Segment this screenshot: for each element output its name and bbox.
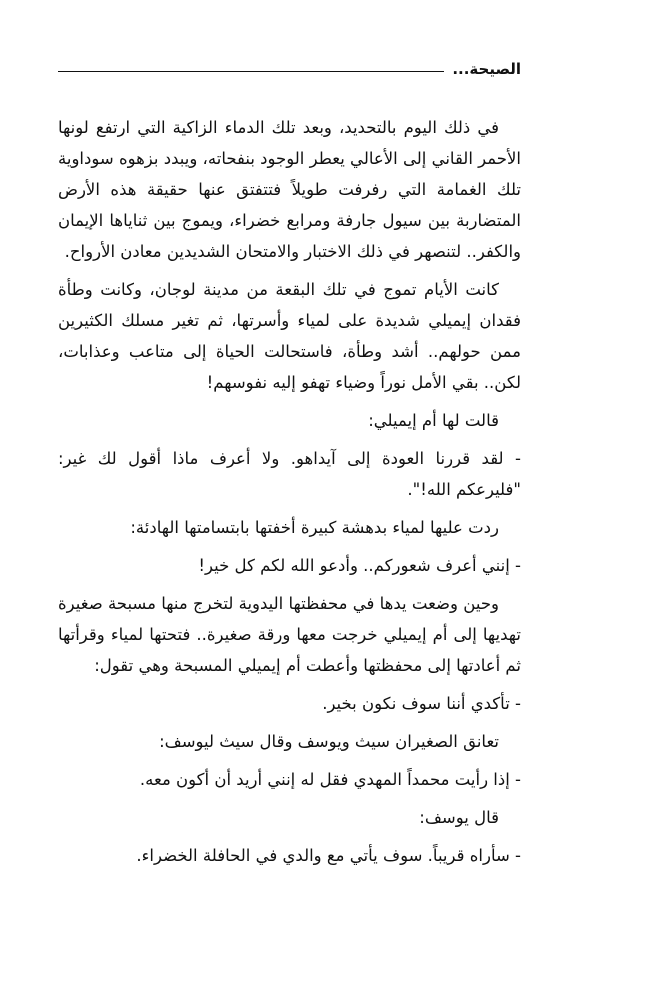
header-rule bbox=[58, 71, 444, 72]
paragraph-rosary-gift: وحين وضعت يدها في محفظتها اليدوية لتخرج منها مسبحة صغيرة تهديها إلى أم إيميلي خرجت معها ورقة صغيرة.. فتحتها لمياء وقرأتها ثم أعادتها إلى محفظتها وأعطت أم إيميلي المسبحة وهي تقول: bbox=[58, 594, 521, 675]
dialogue-i-know-your-feelings: - إنني أعرف شعوركم.. وأدعو الله لكم كل خير! bbox=[198, 556, 521, 575]
paragraph-opening: في ذلك اليوم بالتحديد، وبعد تلك الدماء الزاكية التي ارتفع لونها الأحمر القاني إلى الأعالي يعطر الوجود بنفحاته، ويبدد بزهوه سوداوية تلك الغمامة التي رفرفت طويلاً فتتفتق عنها حقيقة هذه الأرض المتضاربة بين سيول جارفة ومرابع خضراء، ويموج بين ثناياها الإيمان والكفر.. لتنصهر في ذلك الاختبار والامتحان الشديدين معادن الأرواح. bbox=[58, 118, 521, 261]
paragraph-lamia-replies: ردت عليها لمياء بدهشة كبيرة أخفتها بابتسامتها الهادئة: bbox=[130, 518, 499, 537]
dialogue-return-to-idaho: - لقد قررنا العودة إلى آيداهو. ولا أعرف ماذا أقول لك غير: "فليرعكم الله!". bbox=[58, 449, 521, 499]
paragraph-emily-mother-speaks: قالت لها أم إيميلي: bbox=[368, 411, 499, 430]
running-title: الصيحة... bbox=[452, 60, 521, 78]
dialogue-green-bus: - سأراه قريباً. سوف يأتي مع والدي في الحافلة الخضراء. bbox=[136, 846, 521, 865]
paragraph-children-embrace: تعانق الصغيران سيث ويوسف وقال سيث ليوسف: bbox=[159, 732, 499, 751]
dialogue-mahdi-message: - إذا رأيت محمداً المهدي فقل له إنني أريد أن أكون معه. bbox=[139, 770, 521, 789]
running-header bbox=[58, 54, 521, 84]
paragraph-yusuf-said: قال يوسف: bbox=[419, 808, 499, 827]
dialogue-we-will-be-fine: - تأكدي أننا سوف نكون بخير. bbox=[322, 694, 521, 713]
text-body bbox=[58, 112, 521, 871]
paragraph-logan: كانت الأيام تموج في تلك البقعة من مدينة لوجان، وكانت وطأة فقدان إيميلي شديدة على لمياء وأسرتها، ثم تغير مسلك الكثيرين ممن حولهم.. أشد وطأة، فاستحالت الحياة إلى متاعب وعذابات، لكن.. بقي الأمل نوراً وضياء تهفو إليه نفوسهم! bbox=[58, 280, 521, 392]
